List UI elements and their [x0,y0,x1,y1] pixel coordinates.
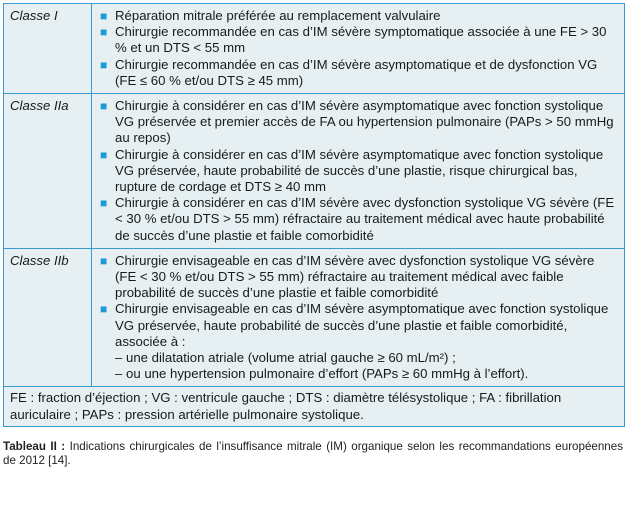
square-bullet-icon: ■ [100,99,108,114]
square-bullet-icon: ■ [100,253,108,268]
item-text: Chirurgie recommandée en cas d’IM sévère asymptomatique et de dysfonction VG (FE ≤ 60 % et/ou DTS ≥ 45 mm) [115,56,598,88]
list-item [100,195,618,244]
square-bullet-icon: ■ [100,25,108,40]
item-text: Chirurgie à considérer en cas d’IM sévère asymptomatique avec fonction systolique VG préservée, haute probabilité de succès d’une plastie, risque chirurgical bas, rupture de cordage et DTS ≥ 40 mm [115,146,604,195]
square-bullet-icon: ■ [100,196,108,211]
square-bullet-icon: ■ [100,9,108,23]
table-row [4,4,625,94]
indications-cell [92,94,625,249]
list-item [100,24,618,56]
indications-cell [92,4,625,94]
indications-list [100,8,618,89]
list-item [100,8,618,24]
caption-label: Tableau II : [3,439,66,453]
footnote-row [4,387,625,426]
caption-text: Indications chirurgicales de l’insuffisance mitrale (IM) organique selon les recommandations européennes de 2012 [14]. [3,439,623,468]
list-item [100,98,618,147]
table-caption [3,440,625,469]
square-bullet-icon: ■ [100,147,108,162]
indications-cell [92,248,625,387]
recommendations-table [3,3,625,427]
item-text: Chirurgie à considérer en cas d’IM sévère asymptomatique avec fonction systolique VG préservée et premier accès de FA ou hypertension pulmonaire (PAPs > 50 mmHg au repos) [115,98,614,146]
class-label: Classe IIa [4,94,92,249]
sub-list [115,350,618,382]
square-bullet-icon: ■ [100,57,108,72]
item-text: Chirurgie envisageable en cas d’IM sévère avec dysfonction systolique VG sévère (FE < 30 % et/ou DTS > 55 mm) réfractaire au traitement médical avec faible probabilité de succès d’une plastie et faible comorbidité [115,252,595,301]
class-label: Classe I [4,4,92,94]
indications-list [100,253,618,383]
sub-list-item: – ou une hypertension pulmonaire d’effort (PAPs ≥ 60 mmHg à l’effort). [115,366,529,382]
table-row [4,94,625,249]
list-item [100,57,618,89]
item-text: Chirurgie recommandée en cas d’IM sévère symptomatique associée à une FE > 30 % et un DTS < 55 mm [115,24,607,56]
list-item [100,147,618,196]
item-text: Chirurgie envisageable en cas d’IM sévère asymptomatique avec fonction systolique VG préservée, haute probabilité de succès d’une plastie et faible comorbidité, associée à : [115,301,609,349]
square-bullet-icon: ■ [100,302,108,317]
table-row [4,248,625,387]
abbreviations-footnote: FE : fraction d’éjection ; VG : ventricule gauche ; DTS : diamètre télésystolique ; FA : fibrillation auriculaire ; PAPs : pression artérielle pulmonaire systolique. [4,387,625,426]
class-label: Classe IIb [4,248,92,387]
item-text: Réparation mitrale préférée au remplacement valvulaire [115,8,441,23]
item-text: Chirurgie à considérer en cas d’IM sévère avec dysfonction systolique VG sévère (FE < 30 % et/ou DTS > 55 mm) réfractaire au traitement médical avec haute probabilité de succès d’une plastie et faible comorbidité [115,195,615,243]
list-item [100,253,618,302]
list-item [100,301,618,382]
indications-list [100,98,618,244]
sub-list-item: – une dilatation atriale (volume atrial gauche ≥ 60 mL/m²) ; [115,350,456,366]
table-figure [3,3,625,469]
